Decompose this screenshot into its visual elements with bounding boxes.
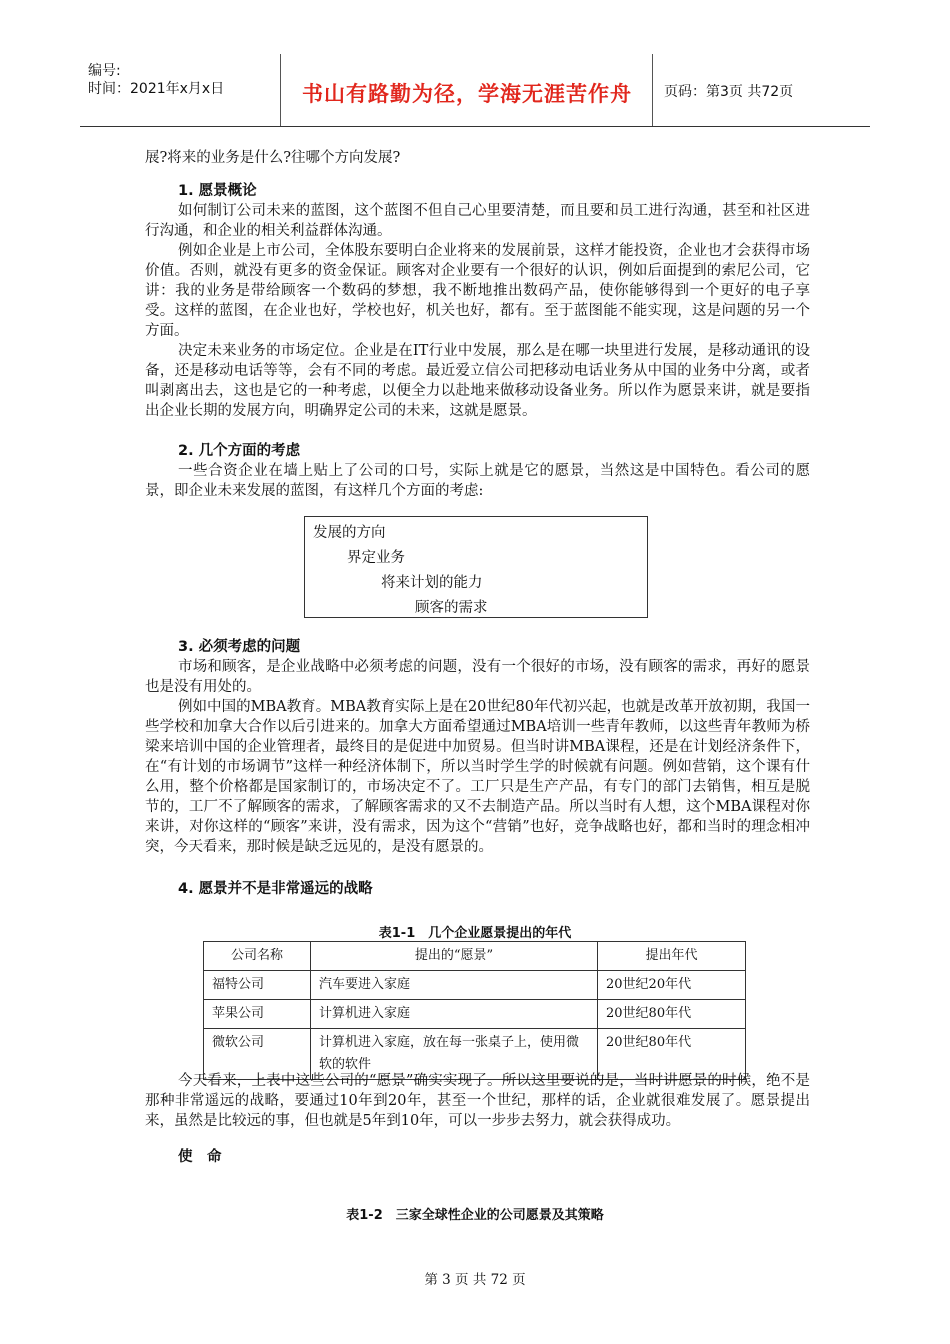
section-4-heading: 4. 愿景并不是非常遥远的战略 [178,881,373,897]
paragraph: 一些合资企业在墙上贴上了公司的口号，实际上就是它的愿景，当然这是中国特色。看公司的愿景，即企业未来发展的蓝图，有这样几个方面的考虑: [145,463,810,499]
page-footer: 第 3 页 共 72 页 [424,1272,526,1288]
section-1-heading: 1. 愿景概论 [178,183,257,199]
aspect-item: 将来计划的能力 [381,575,483,591]
table-header-row [204,942,746,971]
table-cell: 计算机进入家庭，放在每一张桌子上，使用微软的软件 [311,1029,598,1080]
date-label: 时间：2021年x月x日 [88,81,225,97]
page-header [80,54,870,127]
paragraph: 例如企业是上市公司，全体股东要明白企业将来的发展前景，这样才能投资，企业也才会获得市场价值。否则，就没有更多的资金保证。顾客对企业要有一个很好的认识，例如后面提到的索尼公司，它讲：我的业务是带给顾客一个数码的梦想，我不断地推出数码产品，使你能够得到一个更好的电子享受。这样的蓝图，在企业也好，学校也好，机关也好，都有。至于蓝图能不能实现，这是问题的另一个方面。 [145,243,810,339]
serial-number-label: 编号: [88,63,121,79]
vision-aspects-box [304,516,648,618]
intro-paragraph: 展?将来的业务是什么?往哪个方向发展? [145,150,401,166]
table-cell: 苹果公司 [204,1000,311,1029]
table-row [204,1000,746,1029]
table-caption: 表1-2 三家全球性企业的公司愿景及其策略 [346,1208,604,1223]
paragraph: 市场和顾客，是企业战略中必须考虑的问题，没有一个很好的市场，没有顾客的需求，再好的愿景也是没有用处的。 [145,659,810,695]
paragraph: 今天看来，上表中这些公司的“愿景”确实实现了。所以这里要说的是，当时讲愿景的时候，绝不是那种非常遥远的战略，要通过10年到20年，甚至一个世纪，那样的话，企业就很难发展了。愿景提出来，虽然是比较远的事，但也就是5年到10年，可以一步步去努力，就会获得成功。 [145,1073,810,1129]
table-cell: 计算机进入家庭 [311,1000,598,1029]
paragraph: 例如中国的MBA教育。MBA教育实际上是在20世纪80年代初兴起，也就是改革开放初期，我国一些学校和加拿大合作以后引进来的。加拿大方面希望通过MBA培训一些青年教师，以这些青年教师为桥梁来培训中国的企业管理者，最终目的是促进中加贸易。但当时讲MBA课程，还是在计划经济条件下，在“有计划的市场调节”这样一种经济体制下，所以当时学生学的时候就有问题。例如营销，这个课有什么用，整个价格都是国家制订的，市场决定不了。工厂只是生产产品，有专门的部门去销售，相互是脱节的，工厂不了解顾客的需求，了解顾客需求的又不去制造产品。所以当时有人想，这个MBA课程对你来讲，对你这样的“顾客”来讲，没有需求，因为这个“营销”也好，竞争战略也好，都和当时的理念相冲突，今天看来，那时候是缺乏远见的，是没有愿景的。 [145,699,810,855]
table-header-cell: 提出年代 [598,942,746,971]
header-motto: 书山有路勤为径，学海无涯苦作舟 [302,82,632,106]
table-header-cell: 提出的“愿景” [311,942,598,971]
table-cell: 20世纪20年代 [598,971,746,1000]
table-cell: 汽车要进入家庭 [311,971,598,1000]
table-header-cell: 公司名称 [204,942,311,971]
mission-heading: 使 命 [178,1149,222,1165]
document-body-continued [145,637,810,899]
table-cell: 福特公司 [204,971,311,1000]
table-caption: 表1-1 几个企业愿景提出的年代 [378,926,572,941]
aspect-item: 界定业务 [347,550,405,566]
header-page-info: 页码：第3页 共72页 [664,84,794,100]
section-2-heading: 2. 几个方面的考虑 [178,443,301,459]
paragraph: 如何制订公司未来的蓝图，这个蓝图不但自己心里要清楚，而且要和员工进行沟通，甚至和社区进行沟通，和企业的相关利益群体沟通。 [145,203,810,239]
document-body [145,148,810,501]
table-cell: 20世纪80年代 [598,1000,746,1029]
header-divider [280,54,281,126]
section-3-heading: 3. 必须考虑的问题 [178,639,301,655]
vision-era-table [203,941,746,1080]
table-cell: 20世纪80年代 [598,1029,746,1080]
table-row [204,971,746,1000]
aspect-item: 发展的方向 [313,525,386,541]
document-body-end [145,1071,810,1167]
aspect-item: 顾客的需求 [415,600,488,616]
table-cell: 微软公司 [204,1029,311,1080]
paragraph: 决定未来业务的市场定位。企业是在IT行业中发展，那么是在哪一块里进行发展，是移动通讯的设备，还是移动电话等等，会有不同的考虑。最近爱立信公司把移动电话业务从中国的业务中分离，或者叫剥离出去，这也是它的一种考虑，以便全力以赴地来做移动设备业务。所以作为愿景来讲，就是要指出企业长期的发展方向，明确界定公司的未来，这就是愿景。 [145,343,810,419]
header-divider [652,54,653,126]
